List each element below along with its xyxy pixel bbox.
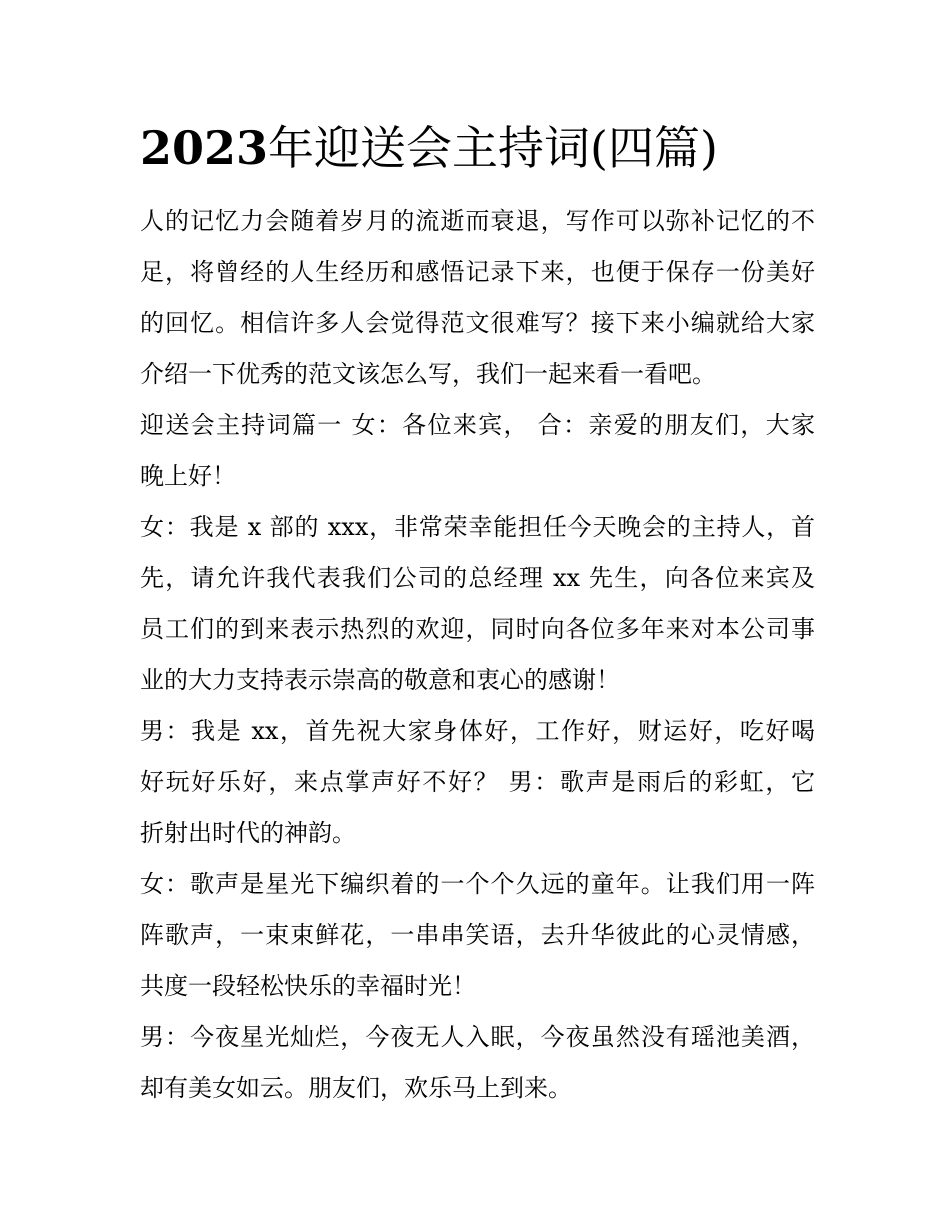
body-line: 的回忆。相信许多人会觉得范文很难写？接下来小编就给大家	[140, 309, 815, 337]
body-line: 员工们的到来表示热烈的欢迎，同时向各位多年来对本公司事	[140, 615, 815, 643]
body-line: 阵歌声，一束束鲜花，一串串笑语，去升华彼此的心灵情感，	[140, 921, 815, 949]
body-line: 好玩好乐好，来点掌声好不好？ 男：歌声是雨后的彩虹，它	[140, 768, 815, 796]
body-line: 人的记忆力会随着岁月的流逝而衰退，写作可以弥补记忆的不	[140, 207, 815, 235]
body-line: 共度一段轻松快乐的幸福时光！	[140, 972, 476, 1000]
body-line: 折射出时代的神韵。	[140, 819, 356, 847]
document-title	[140, 118, 718, 178]
body-line: 晚上好！	[140, 462, 236, 490]
document-body	[140, 196, 815, 1114]
title-year: 2023	[140, 121, 269, 175]
body-line: 先，请允许我代表我们公司的总经理 xx 先生，向各位来宾及	[140, 564, 815, 592]
body-line: 介绍一下优秀的范文该怎么写，我们一起来看一看吧。	[140, 360, 716, 388]
body-line: 迎送会主持词篇一 女：各位来宾， 合：亲爱的朋友们，大家	[140, 411, 815, 439]
body-line: 却有美女如云。朋友们，欢乐马上到来。	[140, 1074, 572, 1102]
body-line: 男：今夜星光灿烂，今夜无人入眠，今夜虽然没有瑶池美酒，	[140, 1023, 815, 1051]
body-line: 女：歌声是星光下编织着的一个个久远的童年。让我们用一阵	[140, 870, 815, 898]
body-line: 女：我是 x 部的 xxx，非常荣幸能担任今天晚会的主持人，首	[140, 513, 815, 541]
body-line: 业的大力支持表示崇高的敬意和衷心的感谢！	[140, 666, 620, 694]
body-line: 男：我是 xx，首先祝大家身体好，工作好，财运好，吃好喝	[140, 717, 815, 745]
title-text: 年迎送会主持词(四篇)	[268, 121, 718, 175]
body-line: 足，将曾经的人生经历和感悟记录下来，也便于保存一份美好	[140, 258, 815, 286]
